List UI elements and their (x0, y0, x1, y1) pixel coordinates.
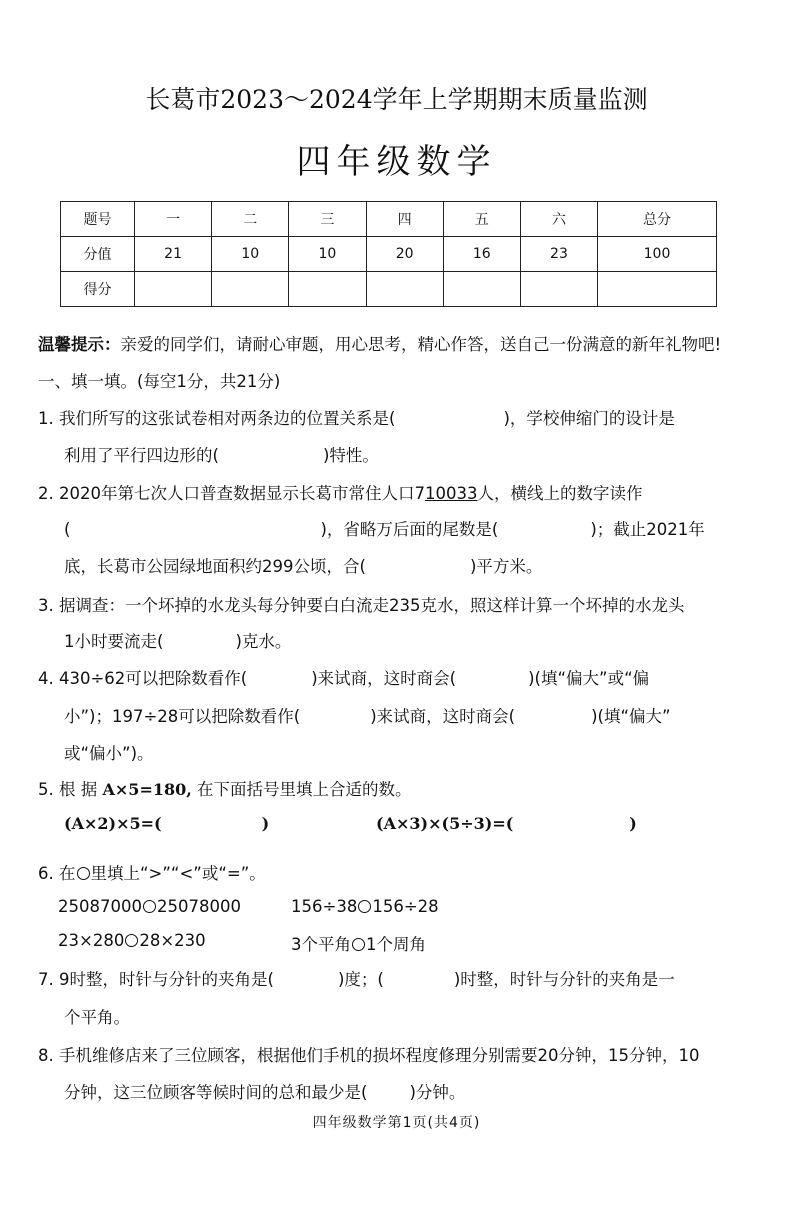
compare-item (291, 931, 426, 955)
question-text: )来试商，这时商会( (370, 707, 516, 726)
expression-text: (A×3)×(5÷3)=( (376, 814, 514, 833)
question-text: )；截止2021年 (590, 520, 705, 539)
question-text: 5. 根 据 (38, 780, 98, 799)
question-text: 6. 在 (38, 864, 76, 883)
score-table-cell: 分值 (61, 237, 135, 272)
page-footer: 四年级数学第1页(共4页) (312, 1115, 481, 1131)
question-4-line-3: 或“偏小”)。 (64, 744, 154, 763)
question-text: 里填上“>”“<”或“=”。 (90, 864, 266, 883)
score-input-cell[interactable] (366, 272, 443, 307)
question-text: 1小时要流走( (64, 632, 164, 651)
score-table-cell: 10 (212, 237, 289, 272)
question-text: )时整，时针与分针的夹角是一 (453, 970, 675, 989)
compare-left: 25087000 (58, 897, 142, 916)
score-table-cell: 16 (443, 237, 520, 272)
score-table-cell: 23 (520, 237, 597, 272)
score-table-cell: 四 (366, 202, 443, 237)
expression-text: (A×2)×5=( (64, 814, 162, 833)
question-text: 2. 2020年第七次人口普查数据显示长葛市常住人口7 (38, 484, 425, 503)
compare-right: 1个周角 (366, 935, 426, 954)
compare-left: 23×280 (58, 931, 125, 950)
compare-item (58, 897, 241, 916)
score-input-cell[interactable] (135, 272, 212, 307)
compare-item (58, 931, 206, 950)
formula: A×5=180, (102, 780, 192, 799)
compare-circle[interactable] (352, 938, 365, 951)
tip-label: 温馨提示： (38, 335, 121, 354)
question-text: )(填“偏大”或“偏 (528, 669, 650, 688)
score-table-cell: 题号 (61, 202, 135, 237)
question-5-expression-2 (376, 814, 637, 833)
compare-circle[interactable] (143, 900, 156, 913)
compare-right: 156÷28 (372, 897, 439, 916)
question-text: 底，长葛市公园绿地面积约299公顷，合( (64, 557, 366, 576)
score-table-cell: 20 (366, 237, 443, 272)
score-table-cell: 总分 (598, 202, 717, 237)
compare-right: 28×230 (139, 931, 206, 950)
compare-left: 3个平角 (291, 935, 351, 954)
tip-line (38, 331, 721, 355)
question-text: 小”)；197÷28可以把除数看作( (64, 707, 301, 726)
question-3-line-1: 3. 据调查：一个坏掉的水龙头每分钟要白白流走235克水，照这样计算一个坏掉的水龙头 (38, 596, 685, 615)
question-text: 4. 430÷62可以把除数看作( (38, 669, 248, 688)
question-4-line-2 (64, 703, 671, 727)
score-table-cell: 得分 (61, 272, 135, 307)
expression-text: ) (629, 814, 637, 833)
tip-text: 亲爱的同学们，请耐心审题，用心思考，精心作答，送自己一份满意的新年礼物吧! (120, 335, 722, 354)
score-table-cell: 100 (598, 237, 717, 272)
question-text: )克水。 (235, 632, 292, 651)
question-6-line-1 (38, 860, 266, 884)
question-text: )度；( (337, 970, 384, 989)
exam-title: 长葛市2023～2024学年上学期期末质量监测 (145, 85, 648, 114)
score-table-cell: 五 (443, 202, 520, 237)
question-text: )(填“偏大” (591, 707, 671, 726)
compare-circle[interactable] (358, 900, 371, 913)
score-table-score-row (61, 272, 717, 307)
question-5-line-1 (38, 776, 412, 800)
question-3-line-2 (64, 628, 291, 652)
compare-item (291, 897, 439, 916)
question-4-line-1 (38, 665, 649, 689)
compare-right: 25078000 (156, 897, 241, 916)
question-text: 人，横线上的数字读作 (477, 484, 643, 503)
section-heading: 一、填一填。(每空1分，共21分) (38, 372, 281, 391)
question-text: )来试商，这时商会( (311, 669, 457, 688)
question-2-line-1 (38, 480, 642, 504)
compare-left: 156÷38 (291, 897, 358, 916)
question-1-line-1 (38, 405, 675, 429)
score-input-cell[interactable] (520, 272, 597, 307)
underlined-digits: 10033 (424, 484, 478, 503)
question-8-line-2 (64, 1079, 465, 1103)
score-table-cell: 六 (520, 202, 597, 237)
question-text: )特性。 (322, 446, 379, 465)
question-text: ( (64, 520, 71, 539)
question-text: )分钟。 (409, 1083, 466, 1102)
question-text: 在下面括号里填上合适的数。 (191, 780, 412, 799)
question-text: 利用了平行四边形的( (64, 446, 219, 465)
score-table-header-row (61, 202, 717, 237)
score-table (60, 201, 717, 307)
question-2-line-3 (64, 553, 542, 577)
question-2-line-2 (64, 516, 705, 540)
subject-title: 四年级数学 (296, 142, 497, 182)
question-text: 分钟，这三位顾客等候时间的总和最少是( (64, 1083, 368, 1102)
score-input-cell[interactable] (212, 272, 289, 307)
expression-text: ) (261, 814, 270, 833)
score-table-cell: 21 (135, 237, 212, 272)
score-input-cell[interactable] (289, 272, 366, 307)
circle-icon (77, 867, 90, 880)
score-input-cell[interactable] (598, 272, 717, 307)
score-input-cell[interactable] (443, 272, 520, 307)
question-text: )，学校伸缩门的设计是 (503, 409, 675, 428)
question-text: )，省略万后面的尾数是( (320, 520, 499, 539)
question-5-expression-1 (64, 814, 269, 833)
score-table-values-row (61, 237, 717, 272)
question-text: 7. 9时整，时针与分针的夹角是( (38, 970, 274, 989)
question-8-line-1: 8. 手机维修店来了三位顾客，根据他们手机的损坏程度修理分别需要20分钟，15分钟，10 (38, 1046, 700, 1065)
question-7-line-2: 个平角。 (64, 1008, 130, 1027)
question-text: )平方米。 (469, 557, 543, 576)
score-table-cell: 10 (289, 237, 366, 272)
score-table-cell: 二 (212, 202, 289, 237)
score-table-cell: 三 (289, 202, 366, 237)
compare-circle[interactable] (125, 934, 138, 947)
question-text: 1. 我们所写的这张试卷相对两条边的位置关系是( (38, 409, 396, 428)
score-table-cell: 一 (135, 202, 212, 237)
question-7-line-1 (38, 966, 675, 990)
question-1-line-2 (64, 442, 379, 466)
